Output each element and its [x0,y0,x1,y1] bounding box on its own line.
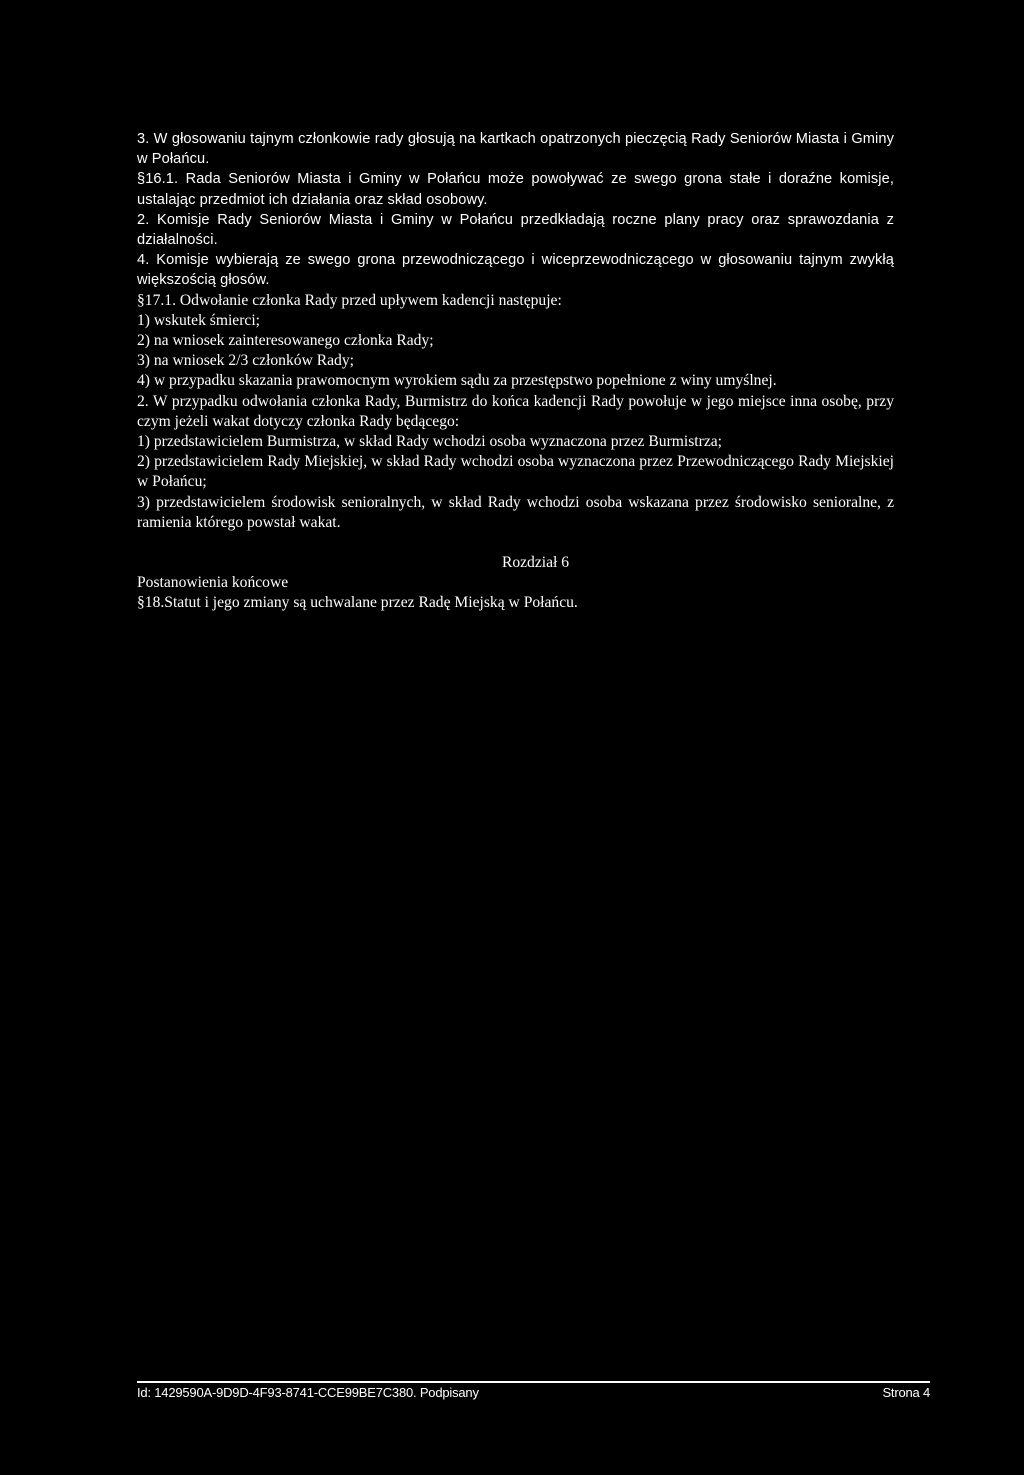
list-item-mayor-rep: 1) przedstawicielem Burmistrza, w skład Rady wchodzi osoba wyznaczona przez Burmistrza; [137,433,722,451]
chapter-heading: Rozdział 6 [501,554,570,572]
paragraph-17-1: §17.1. Odwołanie członka Rady przed upływem kadencji następuje: [137,291,562,309]
list-item-death: 1) wskutek śmierci; [137,311,260,329]
footer-document-id: Id: 1429590A-9D9D-4F93-8741-CCE99BE7C380. Podpisany [137,1385,479,1400]
document-body [137,129,894,614]
section-title: Postanowienia końcowe [137,574,289,592]
list-item-conviction: 4) w przypadku skazania prawomocnym wyrokiem sądu za przestępstwo popełnione z winy umyślnej. [137,372,777,390]
list-item-request-member: 2) na wniosek zainteresowanego członka Rady; [137,332,434,350]
list-item-city-council-rep: 2) przedstawicielem Rady Miejskiej, w skład Rady wchodzi osoba wyznaczona przez Przewodniczącego Rady Miejskiej w Połańcu; [137,453,894,491]
paragraph-voting-secret: 3. W głosowaniu tajnym członkowie rady głosują na kartkach opatrzonych pieczęcią Rady Seniorów Miasta i Gminy w Połańcu. [137,131,894,168]
paragraph-16-1: §16.1. Rada Seniorów Miasta i Gminy w Połańcu może powoływać ze swego grona stałe i doraźne komisje, ustalając przedmiot ich działania oraz skład osobowy. [137,171,894,208]
spacer [137,533,894,553]
paragraph-18: §18.Statut i jego zmiany są uchwalane przez Radę Miejską w Połańcu. [137,594,578,612]
footer-page-number: Strona 4 [882,1385,930,1400]
list-item-senior-rep: 3) przedstawicielem środowisk senioralnych, w skład Rady wchodzi osoba wskazana przez środowisko senioralne, z ramienia którego powstał wakat. [137,493,894,531]
footer-divider [137,1381,930,1383]
paragraph-17-2: 2. W przypadku odwołania członka Rady, Burmistrz do końca kadencji Rady powołuje w jego miejsce inna osobę, przy czym jeżeli wakat dotyczy członka Rady będącego: [137,392,894,430]
paragraph-16-4: 4. Komisje wybierają ze swego grona przewodniczącego i wiceprzewodniczącego w głosowaniu tajnym zwykłą większością głosów. [137,252,894,289]
paragraph-16-2: 2. Komisje Rady Seniorów Miasta i Gminy w Połańcu przedkładają roczne plany pracy oraz sprawozdania z działalności. [137,211,894,249]
list-item-request-council: 3) na wniosek 2/3 członków Rady; [137,352,354,370]
